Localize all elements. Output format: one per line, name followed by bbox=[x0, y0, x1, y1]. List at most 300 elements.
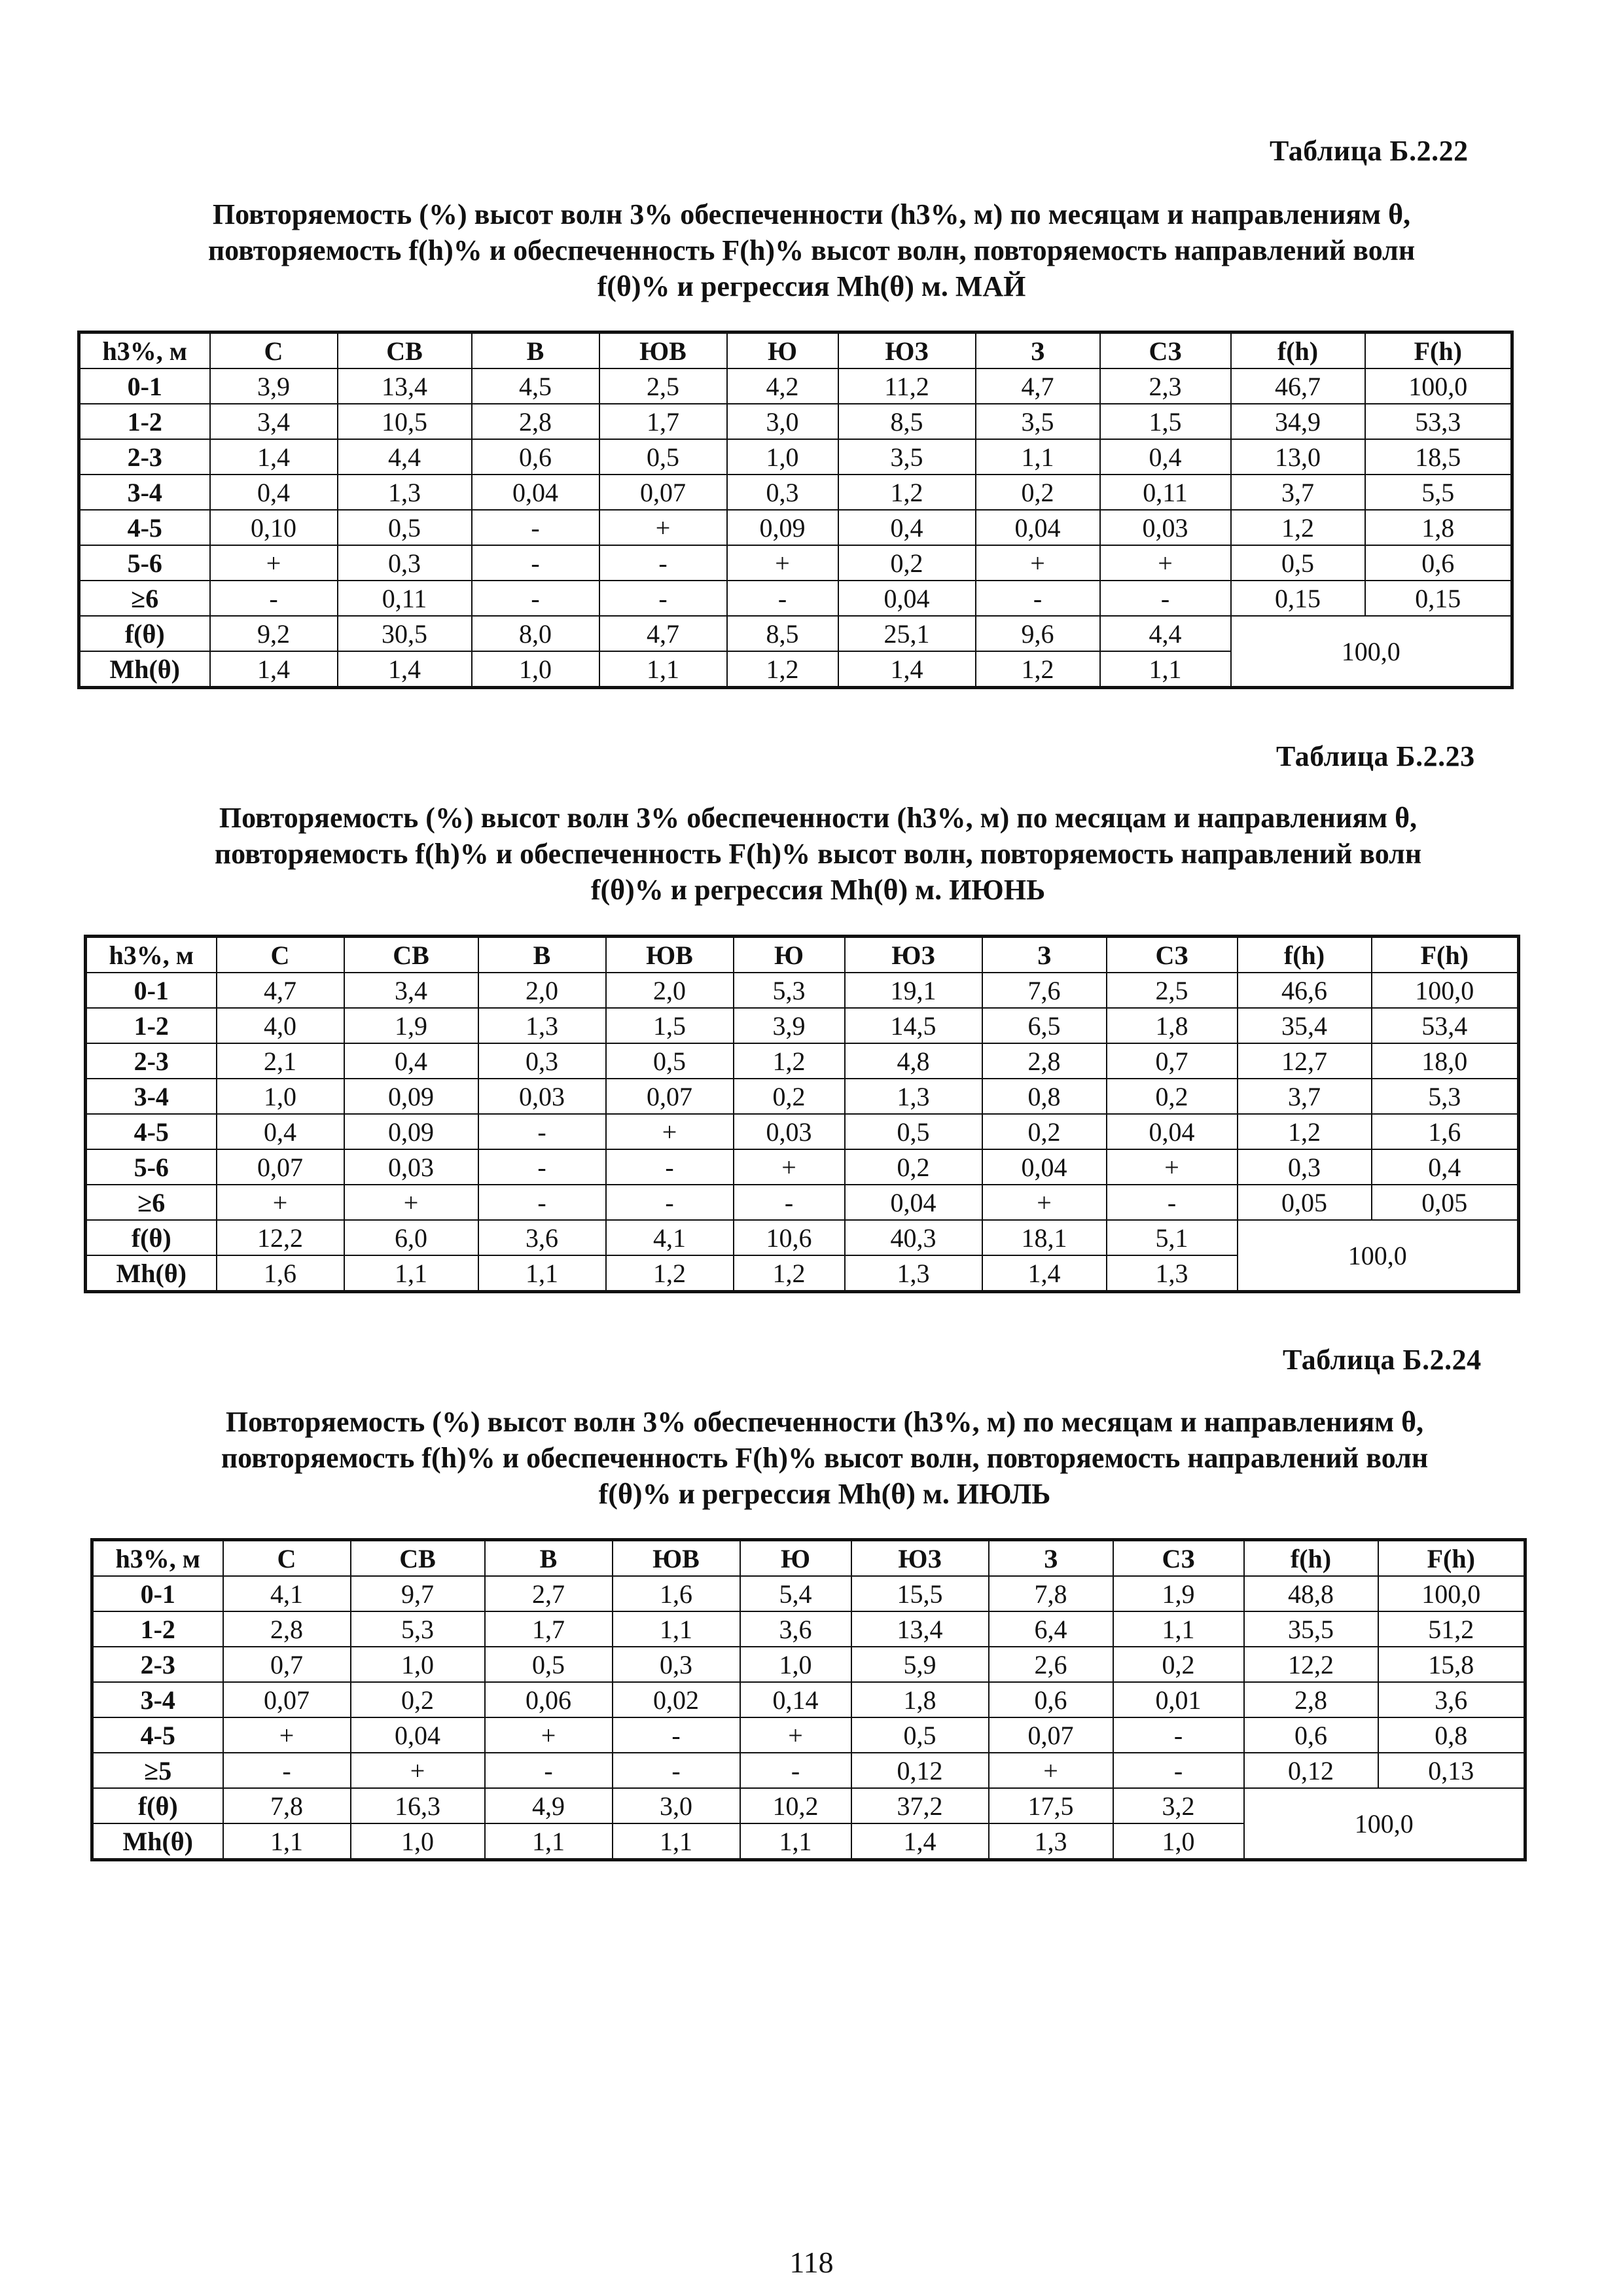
table-cell: + bbox=[217, 1185, 344, 1220]
table-cell: 1,0 bbox=[217, 1079, 344, 1114]
table-cell: - bbox=[599, 545, 727, 581]
row-header: 4-5 bbox=[92, 1717, 223, 1753]
table-cell: 1,9 bbox=[344, 1008, 478, 1043]
table-cell: - bbox=[613, 1753, 740, 1788]
table-cell: 1,4 bbox=[838, 651, 976, 688]
table-cell: 0,3 bbox=[478, 1043, 606, 1079]
table-cell: 2,8 bbox=[472, 404, 599, 439]
table-cell: 0,4 bbox=[210, 475, 338, 510]
table-cell: 2,8 bbox=[982, 1043, 1107, 1079]
table-header-row bbox=[92, 1540, 1525, 1577]
table-row bbox=[92, 1647, 1525, 1682]
table-cell: 9,6 bbox=[976, 616, 1100, 651]
table-cell: 1,1 bbox=[1113, 1611, 1244, 1647]
table-cell: 0,01 bbox=[1113, 1682, 1244, 1717]
table-cell: 5,3 bbox=[351, 1611, 485, 1647]
table-cell: 18,1 bbox=[982, 1220, 1107, 1255]
table-cell: 0,2 bbox=[982, 1114, 1107, 1149]
table-row bbox=[92, 1611, 1525, 1647]
table-cell: 0,2 bbox=[976, 475, 1100, 510]
table-cell: 3,0 bbox=[727, 404, 838, 439]
column-header: ЮВ bbox=[599, 332, 727, 369]
column-header: З bbox=[989, 1540, 1113, 1577]
row-header: 2-3 bbox=[86, 1043, 217, 1079]
table-cell: 1,0 bbox=[727, 439, 838, 475]
table-cell: + bbox=[740, 1717, 851, 1753]
table-cell: 3,4 bbox=[210, 404, 338, 439]
table-cell: 1,3 bbox=[338, 475, 472, 510]
table-cell: 4,7 bbox=[976, 368, 1100, 404]
table-cell: 10,2 bbox=[740, 1788, 851, 1823]
table-cell: 1,8 bbox=[1365, 510, 1512, 545]
table-cell: 1,0 bbox=[351, 1647, 485, 1682]
table-cell: 3,6 bbox=[1378, 1682, 1525, 1717]
row-header: 1-2 bbox=[86, 1008, 217, 1043]
table-cell: 0,11 bbox=[1100, 475, 1231, 510]
table-cell: 1,8 bbox=[851, 1682, 989, 1717]
table-cell: + bbox=[223, 1717, 351, 1753]
table-cell: - bbox=[1107, 1185, 1238, 1220]
caption-line: Повторяемость (%) высот волн 3% обеспеченности (h3%, м) по месяцам и направлениям θ, bbox=[219, 802, 1418, 834]
table-cell: 0,05 bbox=[1372, 1185, 1519, 1220]
column-header: СЗ bbox=[1100, 332, 1231, 369]
table-cell: 1,3 bbox=[845, 1079, 982, 1114]
table-cell: 1,2 bbox=[606, 1255, 734, 1292]
table-cell: 8,0 bbox=[472, 616, 599, 651]
table-cell: + bbox=[976, 545, 1100, 581]
table-cell: 4,7 bbox=[217, 973, 344, 1008]
table-cell: 0,2 bbox=[351, 1682, 485, 1717]
column-header: С bbox=[223, 1540, 351, 1577]
table-cell: 1,9 bbox=[1113, 1576, 1244, 1611]
table-cell: 3,5 bbox=[976, 404, 1100, 439]
table-cell: 0,4 bbox=[838, 510, 976, 545]
table-cell: 1,2 bbox=[1238, 1114, 1372, 1149]
table-cell: 100,0 bbox=[1372, 973, 1519, 1008]
table-cell: 3,6 bbox=[740, 1611, 851, 1647]
total-cell: 100,0 bbox=[1244, 1788, 1525, 1860]
table-cell: 0,15 bbox=[1365, 581, 1512, 616]
column-header: ЮВ bbox=[606, 937, 734, 973]
table-cell: 1,2 bbox=[1231, 510, 1365, 545]
table-cell: - bbox=[734, 1185, 845, 1220]
table-cell: 0,07 bbox=[989, 1717, 1113, 1753]
f-theta-row bbox=[92, 1788, 1525, 1823]
row-header: ≥6 bbox=[79, 581, 210, 616]
table-cell: 4,9 bbox=[485, 1788, 613, 1823]
row-header: 3-4 bbox=[92, 1682, 223, 1717]
table-cell: - bbox=[478, 1114, 606, 1149]
table-cell: 1,0 bbox=[740, 1647, 851, 1682]
table-cell: 0,07 bbox=[217, 1149, 344, 1185]
table-cell: 0,02 bbox=[613, 1682, 740, 1717]
table-cell: 3,5 bbox=[838, 439, 976, 475]
row-header: 5-6 bbox=[86, 1149, 217, 1185]
table-caption bbox=[72, 1404, 1577, 1512]
table-cell: 2,8 bbox=[1244, 1682, 1378, 1717]
table-cell: 1,0 bbox=[351, 1823, 485, 1860]
table-cell: 4,1 bbox=[606, 1220, 734, 1255]
table-cell: 0,04 bbox=[982, 1149, 1107, 1185]
table-cell: 0,04 bbox=[845, 1185, 982, 1220]
table-cell: 1,1 bbox=[613, 1823, 740, 1860]
table-cell: 16,3 bbox=[351, 1788, 485, 1823]
table-cell: 0,2 bbox=[1107, 1079, 1238, 1114]
caption-line: Повторяемость (%) высот волн 3% обеспеченности (h3%, м) по месяцам и направлениям θ, bbox=[225, 1406, 1424, 1438]
column-header: F(h) bbox=[1378, 1540, 1525, 1577]
table-cell: 4,0 bbox=[217, 1008, 344, 1043]
table-cell: 0,4 bbox=[1100, 439, 1231, 475]
column-header: СВ bbox=[351, 1540, 485, 1577]
table-cell: 0,09 bbox=[344, 1079, 478, 1114]
table-cell: 0,03 bbox=[734, 1114, 845, 1149]
column-header: Ю bbox=[740, 1540, 851, 1577]
caption-line: повторяемость f(h)% и обеспеченность F(h)% высот волн, повторяемость направлений волн bbox=[207, 234, 1416, 266]
column-header: С bbox=[217, 937, 344, 973]
table-cell: 0,6 bbox=[989, 1682, 1113, 1717]
table-cell: 0,2 bbox=[1113, 1647, 1244, 1682]
table-cell: 1,2 bbox=[976, 651, 1100, 688]
table-row bbox=[86, 1079, 1519, 1114]
table-cell: 0,07 bbox=[599, 475, 727, 510]
table-cell: 3,7 bbox=[1238, 1079, 1372, 1114]
table-row bbox=[79, 510, 1512, 545]
wave-height-table bbox=[90, 1538, 1527, 1861]
table-cell: 3,9 bbox=[734, 1008, 845, 1043]
table-cell: + bbox=[485, 1717, 613, 1753]
table-cell: 0,4 bbox=[1372, 1149, 1519, 1185]
table-cell: + bbox=[606, 1114, 734, 1149]
table-cell: 1,1 bbox=[485, 1823, 613, 1860]
caption-line: f(θ)% и регрессия Mh(θ) м. ИЮЛЬ bbox=[598, 1478, 1051, 1510]
table-cell: 7,6 bbox=[982, 973, 1107, 1008]
table-cell: 19,1 bbox=[845, 973, 982, 1008]
table-cell: 3,9 bbox=[210, 368, 338, 404]
column-header: В bbox=[478, 937, 606, 973]
table-cell: - bbox=[1113, 1753, 1244, 1788]
table-cell: 0,05 bbox=[1238, 1185, 1372, 1220]
wave-height-table bbox=[77, 331, 1514, 689]
table-cell: 1,1 bbox=[223, 1823, 351, 1860]
table-cell: 1,5 bbox=[606, 1008, 734, 1043]
table-cell: 1,1 bbox=[344, 1255, 478, 1292]
table-cell: 1,8 bbox=[1107, 1008, 1238, 1043]
table-cell: - bbox=[472, 581, 599, 616]
table-cell: + bbox=[982, 1185, 1107, 1220]
table-cell: 0,04 bbox=[472, 475, 599, 510]
table-cell: + bbox=[210, 545, 338, 581]
table-row bbox=[86, 973, 1519, 1008]
table-cell: 4,5 bbox=[472, 368, 599, 404]
table-cell: 15,8 bbox=[1378, 1647, 1525, 1682]
table-cell: + bbox=[344, 1185, 478, 1220]
table-caption bbox=[65, 196, 1558, 304]
column-header: f(h) bbox=[1244, 1540, 1378, 1577]
table-cell: 0,5 bbox=[599, 439, 727, 475]
table-cell: - bbox=[1100, 581, 1231, 616]
table-cell: 10,5 bbox=[338, 404, 472, 439]
column-header: ЮЗ bbox=[851, 1540, 989, 1577]
table-cell: 6,0 bbox=[344, 1220, 478, 1255]
table-header-row bbox=[79, 332, 1512, 369]
table-cell: 3,2 bbox=[1113, 1788, 1244, 1823]
table-cell: 3,4 bbox=[344, 973, 478, 1008]
table-cell: + bbox=[734, 1149, 845, 1185]
row-header: f(θ) bbox=[79, 616, 210, 651]
table-cell: 1,3 bbox=[478, 1008, 606, 1043]
table-cell: 0,15 bbox=[1231, 581, 1365, 616]
table-cell: 1,1 bbox=[740, 1823, 851, 1860]
row-header: ≥6 bbox=[86, 1185, 217, 1220]
table-cell: 5,3 bbox=[1372, 1079, 1519, 1114]
table-cell: 0,8 bbox=[982, 1079, 1107, 1114]
table-cell: 1,3 bbox=[1107, 1255, 1238, 1292]
wave-height-table bbox=[84, 935, 1520, 1293]
table-cell: 18,0 bbox=[1372, 1043, 1519, 1079]
table-number: Таблица Б.2.23 bbox=[1276, 740, 1475, 772]
table-cell: + bbox=[1100, 545, 1231, 581]
table-cell: 2,1 bbox=[217, 1043, 344, 1079]
row-header: 5-6 bbox=[79, 545, 210, 581]
table-cell: - bbox=[485, 1753, 613, 1788]
table-cell: 0,3 bbox=[1238, 1149, 1372, 1185]
column-header: СЗ bbox=[1113, 1540, 1244, 1577]
row-header: 0-1 bbox=[86, 973, 217, 1008]
table-cell: 13,4 bbox=[338, 368, 472, 404]
table-cell: 10,6 bbox=[734, 1220, 845, 1255]
table-cell: 8,5 bbox=[838, 404, 976, 439]
column-header: F(h) bbox=[1365, 332, 1512, 369]
table-cell: 30,5 bbox=[338, 616, 472, 651]
table-cell: 5,1 bbox=[1107, 1220, 1238, 1255]
table-cell: 4,4 bbox=[1100, 616, 1231, 651]
table-cell: 0,7 bbox=[1107, 1043, 1238, 1079]
table-cell: 1,4 bbox=[851, 1823, 989, 1860]
table-cell: - bbox=[223, 1753, 351, 1788]
table-row bbox=[79, 581, 1512, 616]
table-cell: 1,0 bbox=[472, 651, 599, 688]
table-cell: 35,4 bbox=[1238, 1008, 1372, 1043]
column-header: ЮВ bbox=[613, 1540, 740, 1577]
table-cell: 0,4 bbox=[344, 1043, 478, 1079]
table-cell: 2,5 bbox=[1107, 973, 1238, 1008]
table-cell: + bbox=[989, 1753, 1113, 1788]
table-cell: - bbox=[976, 581, 1100, 616]
table-caption bbox=[65, 800, 1571, 908]
table-cell: 0,6 bbox=[1365, 545, 1512, 581]
table-row bbox=[92, 1753, 1525, 1788]
row-header: f(θ) bbox=[86, 1220, 217, 1255]
column-header: СВ bbox=[344, 937, 478, 973]
column-header-height: h3%, м bbox=[86, 937, 217, 973]
table-cell: 2,6 bbox=[989, 1647, 1113, 1682]
table-cell: 2,0 bbox=[606, 973, 734, 1008]
table-row bbox=[92, 1682, 1525, 1717]
table-cell: 13,4 bbox=[851, 1611, 989, 1647]
table-cell: 1,1 bbox=[1100, 651, 1231, 688]
table-cell: 25,1 bbox=[838, 616, 976, 651]
table-cell: 1,6 bbox=[1372, 1114, 1519, 1149]
table-cell: - bbox=[210, 581, 338, 616]
table-number: Таблица Б.2.24 bbox=[1283, 1344, 1482, 1376]
table-row bbox=[92, 1717, 1525, 1753]
table-cell: 0,5 bbox=[845, 1114, 982, 1149]
row-header: 1-2 bbox=[92, 1611, 223, 1647]
table-cell: 1,6 bbox=[613, 1576, 740, 1611]
column-header-height: h3%, м bbox=[79, 332, 210, 369]
table-cell: 1,4 bbox=[338, 651, 472, 688]
table-cell: 100,0 bbox=[1378, 1576, 1525, 1611]
table-cell: 53,3 bbox=[1365, 404, 1512, 439]
table-cell: 3,7 bbox=[1231, 475, 1365, 510]
table-cell: 5,4 bbox=[740, 1576, 851, 1611]
table-cell: - bbox=[472, 545, 599, 581]
table-row bbox=[86, 1114, 1519, 1149]
row-header: 2-3 bbox=[79, 439, 210, 475]
row-header: 3-4 bbox=[79, 475, 210, 510]
table-cell: 0,03 bbox=[478, 1079, 606, 1114]
table-cell: - bbox=[478, 1149, 606, 1185]
table-cell: 0,3 bbox=[613, 1647, 740, 1682]
table-cell: 3,6 bbox=[478, 1220, 606, 1255]
table-cell: 1,1 bbox=[599, 651, 727, 688]
table-cell: 34,9 bbox=[1231, 404, 1365, 439]
table-cell: 8,5 bbox=[727, 616, 838, 651]
column-header: f(h) bbox=[1238, 937, 1372, 973]
table-cell: 4,8 bbox=[845, 1043, 982, 1079]
table-cell: 51,2 bbox=[1378, 1611, 1525, 1647]
table-cell: 0,3 bbox=[727, 475, 838, 510]
table-cell: 4,2 bbox=[727, 368, 838, 404]
table-row bbox=[79, 368, 1512, 404]
table-header-row bbox=[86, 937, 1519, 973]
table-cell: 15,5 bbox=[851, 1576, 989, 1611]
table-cell: + bbox=[1107, 1149, 1238, 1185]
table-cell: 1,1 bbox=[976, 439, 1100, 475]
table-cell: 1,2 bbox=[727, 651, 838, 688]
table-cell: 2,8 bbox=[223, 1611, 351, 1647]
table-cell: 0,3 bbox=[338, 545, 472, 581]
table-cell: 11,2 bbox=[838, 368, 976, 404]
table-cell: 53,4 bbox=[1372, 1008, 1519, 1043]
column-header: С bbox=[210, 332, 338, 369]
table-cell: 0,07 bbox=[223, 1682, 351, 1717]
table-cell: 2,3 bbox=[1100, 368, 1231, 404]
table-cell: 0,14 bbox=[740, 1682, 851, 1717]
table-cell: 5,9 bbox=[851, 1647, 989, 1682]
table-cell: - bbox=[472, 510, 599, 545]
table-cell: 1,7 bbox=[599, 404, 727, 439]
table-cell: 1,3 bbox=[989, 1823, 1113, 1860]
total-cell: 100,0 bbox=[1231, 616, 1512, 688]
row-header: 1-2 bbox=[79, 404, 210, 439]
total-cell: 100,0 bbox=[1238, 1220, 1519, 1292]
table-cell: 1,2 bbox=[734, 1255, 845, 1292]
table-cell: 1,2 bbox=[838, 475, 976, 510]
table-cell: 4,4 bbox=[338, 439, 472, 475]
table-cell: - bbox=[740, 1753, 851, 1788]
table-cell: 0,04 bbox=[838, 581, 976, 616]
table-cell: 0,13 bbox=[1378, 1753, 1525, 1788]
table-row bbox=[86, 1008, 1519, 1043]
table-cell: 1,6 bbox=[217, 1255, 344, 1292]
column-header: Ю bbox=[727, 332, 838, 369]
table-cell: 0,5 bbox=[606, 1043, 734, 1079]
table-cell: 12,2 bbox=[217, 1220, 344, 1255]
column-header-height: h3%, м bbox=[92, 1540, 223, 1577]
f-theta-row bbox=[79, 616, 1512, 651]
table-cell: 1,3 bbox=[845, 1255, 982, 1292]
table-cell: 0,2 bbox=[838, 545, 976, 581]
table-cell: 46,7 bbox=[1231, 368, 1365, 404]
table-cell: 35,5 bbox=[1244, 1611, 1378, 1647]
table-row bbox=[86, 1149, 1519, 1185]
row-header: 0-1 bbox=[92, 1576, 223, 1611]
column-header: ЮЗ bbox=[845, 937, 982, 973]
table-row bbox=[86, 1185, 1519, 1220]
row-header: 3-4 bbox=[86, 1079, 217, 1114]
column-header: ЮЗ bbox=[838, 332, 976, 369]
column-header: З bbox=[982, 937, 1107, 973]
table-row bbox=[79, 439, 1512, 475]
table-cell: 0,11 bbox=[338, 581, 472, 616]
table-cell: + bbox=[727, 545, 838, 581]
table-cell: 13,0 bbox=[1231, 439, 1365, 475]
table-row bbox=[79, 404, 1512, 439]
column-header: В bbox=[485, 1540, 613, 1577]
table-cell: 18,5 bbox=[1365, 439, 1512, 475]
caption-line: повторяемость f(h)% и обеспеченность F(h)% высот волн, повторяемость направлений волн bbox=[221, 1442, 1429, 1474]
table-cell: 2,0 bbox=[478, 973, 606, 1008]
caption-line: f(θ)% и регрессия Mh(θ) м. МАЙ bbox=[597, 270, 1026, 302]
page-number: 118 bbox=[789, 2246, 834, 2279]
table-cell: 1,4 bbox=[210, 439, 338, 475]
column-header: В bbox=[472, 332, 599, 369]
table-cell: 0,04 bbox=[1107, 1114, 1238, 1149]
f-theta-row bbox=[86, 1220, 1519, 1255]
table-cell: 0,7 bbox=[223, 1647, 351, 1682]
table-cell: 2,7 bbox=[485, 1576, 613, 1611]
table-cell: 37,2 bbox=[851, 1788, 989, 1823]
row-header: f(θ) bbox=[92, 1788, 223, 1823]
caption-line: Повторяемость (%) высот волн 3% обеспеченности (h3%, м) по месяцам и направлениям θ, bbox=[212, 198, 1411, 230]
table-cell: 48,8 bbox=[1244, 1576, 1378, 1611]
table-cell: + bbox=[351, 1753, 485, 1788]
table-cell: 40,3 bbox=[845, 1220, 982, 1255]
table-row bbox=[86, 1043, 1519, 1079]
table-cell: 1,2 bbox=[734, 1043, 845, 1079]
table-cell: 0,2 bbox=[734, 1079, 845, 1114]
table-cell: 0,6 bbox=[472, 439, 599, 475]
column-header: f(h) bbox=[1231, 332, 1365, 369]
table-cell: - bbox=[1113, 1717, 1244, 1753]
table-cell: 0,09 bbox=[344, 1114, 478, 1149]
table-number: Таблица Б.2.22 bbox=[1270, 135, 1469, 167]
table-cell: 1,4 bbox=[982, 1255, 1107, 1292]
row-header: Mh(θ) bbox=[92, 1823, 223, 1860]
table-cell: 0,4 bbox=[217, 1114, 344, 1149]
table-cell: 46,6 bbox=[1238, 973, 1372, 1008]
row-header: Mh(θ) bbox=[79, 651, 210, 688]
table-cell: - bbox=[606, 1185, 734, 1220]
table-cell: - bbox=[478, 1185, 606, 1220]
table-cell: 1,5 bbox=[1100, 404, 1231, 439]
table-cell: 1,1 bbox=[478, 1255, 606, 1292]
table-cell: 0,06 bbox=[485, 1682, 613, 1717]
table-cell: 0,5 bbox=[1231, 545, 1365, 581]
table-cell: 4,1 bbox=[223, 1576, 351, 1611]
table-cell: - bbox=[606, 1149, 734, 1185]
